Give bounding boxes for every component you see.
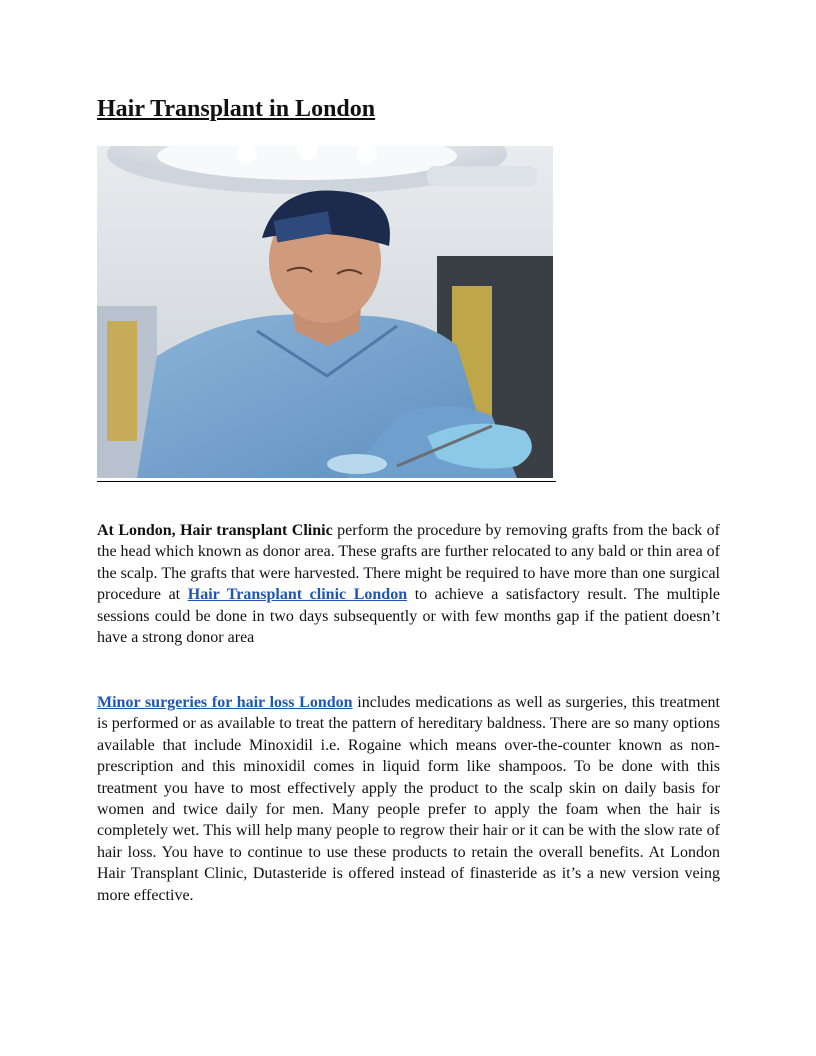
paragraph-clinic-procedure <box>97 520 720 648</box>
paragraph-text: perform the procedure by removing grafts from the back of the head which known as donor area. These grafts are further relocated to any bald or thin area of the scalp. The grafts that were harvested. There might be required to have more than one surgical procedure at <box>97 522 721 604</box>
paragraph-text: to achieve a satisfactory result. The multiple sessions could be done in two days subsequently or with few months gap if the patient doesn’t have a strong donor area <box>97 586 721 647</box>
surgeon-photo <box>97 146 553 478</box>
paragraph-text: includes medications as well as surgeries, this treatment is performed or as available to treat the pattern of hereditary baldness. There are so many options available that include Minoxidil i.e. Rogaine which means over-the-counter known as non-prescription and this minoxidil comes in liquid form like shampoos. To be done with this treatment you have to most effectively apply the product to the scalp skin on daily basis for women and twice daily for men. Many people prefer to apply the foam when the hair is completely wet. This will help many people to regrow their hair or it can be with the slow rate of hair loss. You have to continue to use these products to retain the overall benefits. At London Hair Transplant Clinic, Dutasteride is offered instead of finasteride as it’s a new version veing more effective. <box>97 694 720 904</box>
page-title: Hair Transplant in London <box>97 96 376 122</box>
minor-surgeries-link[interactable]: Minor surgeries for hair loss London <box>97 694 353 711</box>
photo-underline <box>97 481 556 482</box>
lead-bold-text: At London, Hair transplant Clinic <box>97 522 333 539</box>
paragraph-minor-surgeries <box>97 692 720 906</box>
hair-transplant-clinic-link[interactable]: Hair Transplant clinic London <box>187 586 408 604</box>
